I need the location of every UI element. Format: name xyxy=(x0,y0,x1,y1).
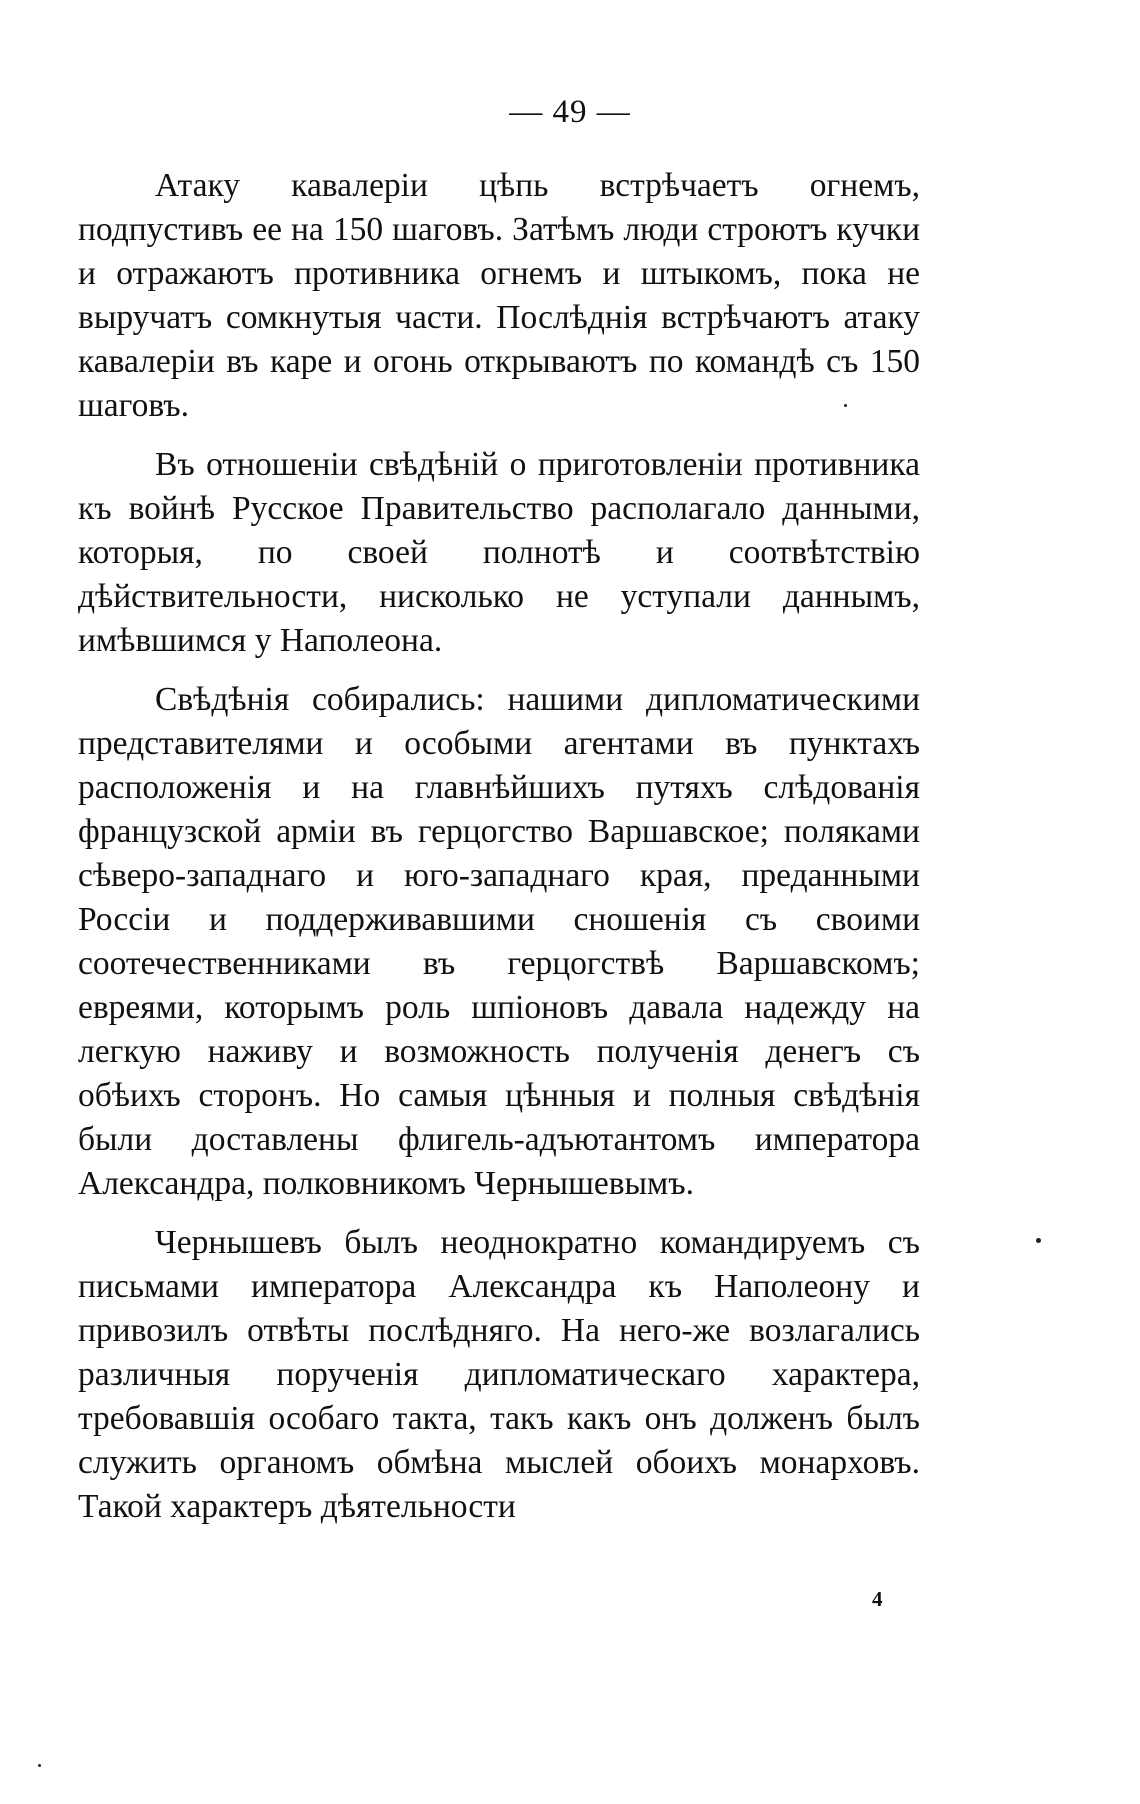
paragraph-cavalry-attack: Атаку кавалеріи цѣпь встрѣчаетъ огнемъ, подпустивъ ее на 150 шаговъ. Затѣмъ люди строютъ кучки и отражаютъ противника огнемъ и штыкомъ, пока не выручатъ сомкнутыя части. Послѣднія встрѣчаютъ атаку кавалеріи въ каре и огонь открываютъ по командѣ съ 150 шаговъ. xyxy=(78,167,920,424)
paragraph-russian-intelligence: Въ отношеніи свѣдѣній о приготовленіи противника къ войнѣ Русское Правительство располагало данными, которыя, по своей полнотѣ и соотвѣтствію дѣйствительности, нисколько не уступали даннымъ, имѣвшимся у Наполеона. xyxy=(78,446,920,659)
ink-speck-mark xyxy=(1036,1238,1041,1243)
body-text xyxy=(78,164,920,1544)
page-number: — 49 — xyxy=(509,94,631,130)
ink-speck-mark xyxy=(844,404,847,407)
paragraph-information-sources: Свѣдѣнія собирались: нашими дипломатическими представителями и особыми агентами въ пунктахъ расположенія и на главнѣйшихъ путяхъ слѣдованія французской арміи въ герцогство Варшавское; поляками сѣверо-западнаго и юго-западнаго края, преданными Россіи и поддерживавшими сношенія съ своими соотечественниками въ герцогствѣ Варшавскомъ; евреями, которымъ роль шпіоновъ давала надежду на легкую наживу и возможность полученія денегъ съ обѣихъ сторонъ. Но самыя цѣнныя и полныя свѣдѣнія были доставлены флигель-адъютантомъ императора Александра, полковникомъ Чернышевымъ. xyxy=(78,681,920,1202)
ink-speck-mark xyxy=(38,1764,41,1767)
printer-signature: 4 xyxy=(872,1587,883,1611)
paragraph-chernyshev-mission: Чернышевъ былъ неоднократно командируемъ съ письмами императора Александра къ Наполеону и привозилъ отвѣты послѣдняго. На него-же возлагались различныя порученія дипломатическаго характера, требовавшія особаго такта, такъ какъ онъ долженъ былъ служить органомъ обмѣна мыслей обоихъ монарховъ. Такой характеръ дѣятельности xyxy=(78,1224,920,1525)
